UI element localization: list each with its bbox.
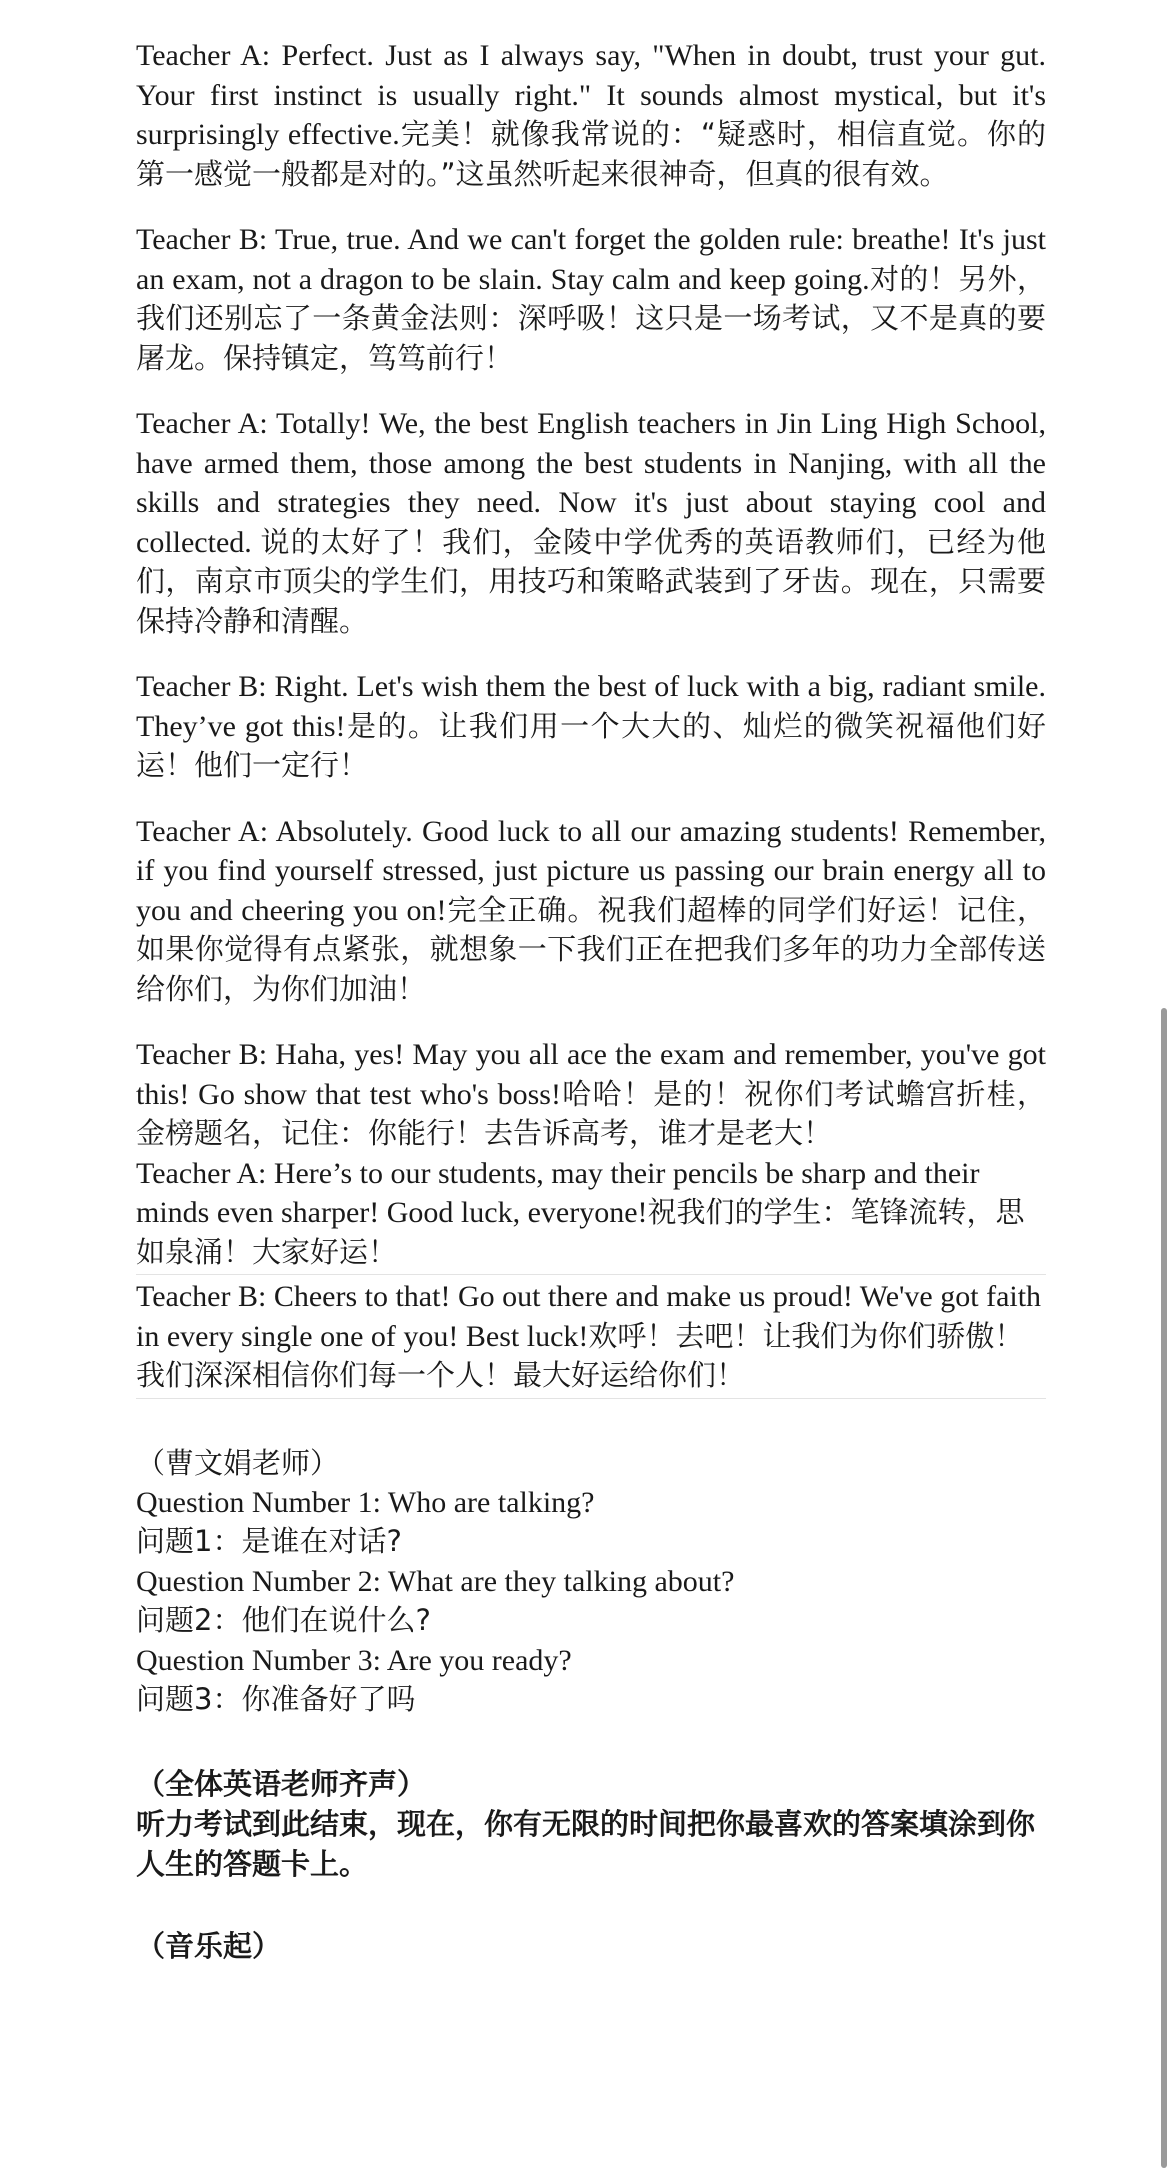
scrollbar[interactable] xyxy=(1156,0,1170,2168)
dialogue-english: Teacher A: Totally! We, the best English teachers in Jin Ling High School, have armed them, those among the best students in Nanjing, with all the skills and strategies they need. Now it's just about staying cool and collected. xyxy=(136,407,1046,559)
document-body xyxy=(136,36,1046,1966)
chorus-text: 听力考试到此结束，现在，你有无限的时间把你最喜欢的答案填涂到你人生的答题卡上。 xyxy=(136,1806,1036,1881)
dialogue-chinese: 说的太好了！我们，金陵中学优秀的英语教师们，已经为他们，南京市顶尖的学生们，用技巧和策略武装到了牙齿。现在，只需要保持冷静和清醒。 xyxy=(136,524,1046,638)
dialogue-paragraph xyxy=(136,220,1046,378)
dialogue-english: Teacher B: Right. Let's wish them the best of luck with a big, radiant smile. They’ve got this! xyxy=(136,670,1046,743)
dialogue-chinese: 祝我们的学生：笔锋流转，思如泉涌！大家好运！ xyxy=(136,1195,1025,1269)
scrollbar-thumb[interactable] xyxy=(1161,1008,1167,2168)
divider xyxy=(136,1274,1046,1275)
divider xyxy=(136,1398,1046,1399)
dialogue-chinese: 哈哈！是的！祝你们考试蟾宫折桂，金榜题名，记住：你能行！去告诉高考，谁才是老大！ xyxy=(136,1076,1046,1150)
dialogue-english: Teacher B: Haha, yes! May you all ace the exam and remember, you've got this! Go show that test who's boss! xyxy=(136,1038,1046,1111)
dialogue-chinese: 欢呼！去吧！让我们为你们骄傲！我们深深相信你们每一个人！最大好运给你们！ xyxy=(136,1318,1024,1392)
dialogue-english: Teacher B: Cheers to that! Go out there and make us proud! We've got faith in every single one of you! Best luck! xyxy=(136,1280,1042,1353)
dialogue-paragraph xyxy=(136,36,1046,194)
question-english: Question Number 3: Are you ready? xyxy=(136,1643,572,1677)
music-cue: （音乐起） xyxy=(136,1928,282,1963)
dialogue-english: Teacher A: Here’s to our students, may their pencils be sharp and their minds even sharper! Good luck, everyone! xyxy=(136,1156,980,1229)
question-english: Question Number 1: Who are talking? xyxy=(136,1485,595,1519)
dialogue-chinese: 完美！就像我常说的：“疑惑时，相信直觉。你的第一感觉一般都是对的。”这虽然听起来很神奇，但真的很有效。 xyxy=(136,117,1046,191)
dialogue-english: Teacher B: True, true. And we can't forget the golden rule: breathe! It's just an exam, not a dragon to be slain. Stay calm and keep going. xyxy=(136,223,1046,296)
dialogue-chinese: 完全正确。祝我们超棒的同学们好运！记住，如果你觉得有点紧张，就想象一下我们正在把我们多年的功力全部传送给你们，为你们加油！ xyxy=(136,892,1046,1006)
dialogue-paragraph xyxy=(136,667,1046,786)
question-english: Question Number 2: What are they talking about? xyxy=(136,1564,735,1598)
dialogue-paragraph xyxy=(136,1277,1046,1396)
dialogue-english: Teacher A: Absolutely. Good luck to all our amazing students! Remember, if you find yourself stressed, just picture us passing our brain energy all to you and cheering you on! xyxy=(136,814,1046,927)
dialogue-paragraph xyxy=(136,404,1046,641)
dialogue-chinese: 是的。让我们用一个大大的、灿烂的微笑祝福他们好运！他们一定行！ xyxy=(136,708,1046,782)
dialogue-chinese: 对的！另外，我们还别忘了一条黄金法则：深呼吸！这只是一场考试，又不是真的要屠龙。保持镇定，笃笃前行！ xyxy=(136,261,1046,375)
question-chinese: 问题3：你准备好了吗 xyxy=(136,1682,416,1716)
chorus-title: （全体英语老师齐声） xyxy=(136,1766,427,1801)
dialogue-paragraph xyxy=(136,1154,1046,1273)
question-chinese: 问题1：是谁在对话? xyxy=(136,1524,402,1558)
dialogue-paragraph xyxy=(136,812,1046,1010)
question-chinese: 问题2：他们在说什么? xyxy=(136,1603,431,1637)
author-credit: （曹文娟老师） xyxy=(136,1445,340,1480)
dialogue-paragraph xyxy=(136,1035,1046,1154)
dialogue-english: Teacher A: Perfect. Just as I always say, "When in doubt, trust your gut. Your first instinct is usually right." It sounds almost mystical, but it's surprisingly effective. xyxy=(136,39,1046,151)
